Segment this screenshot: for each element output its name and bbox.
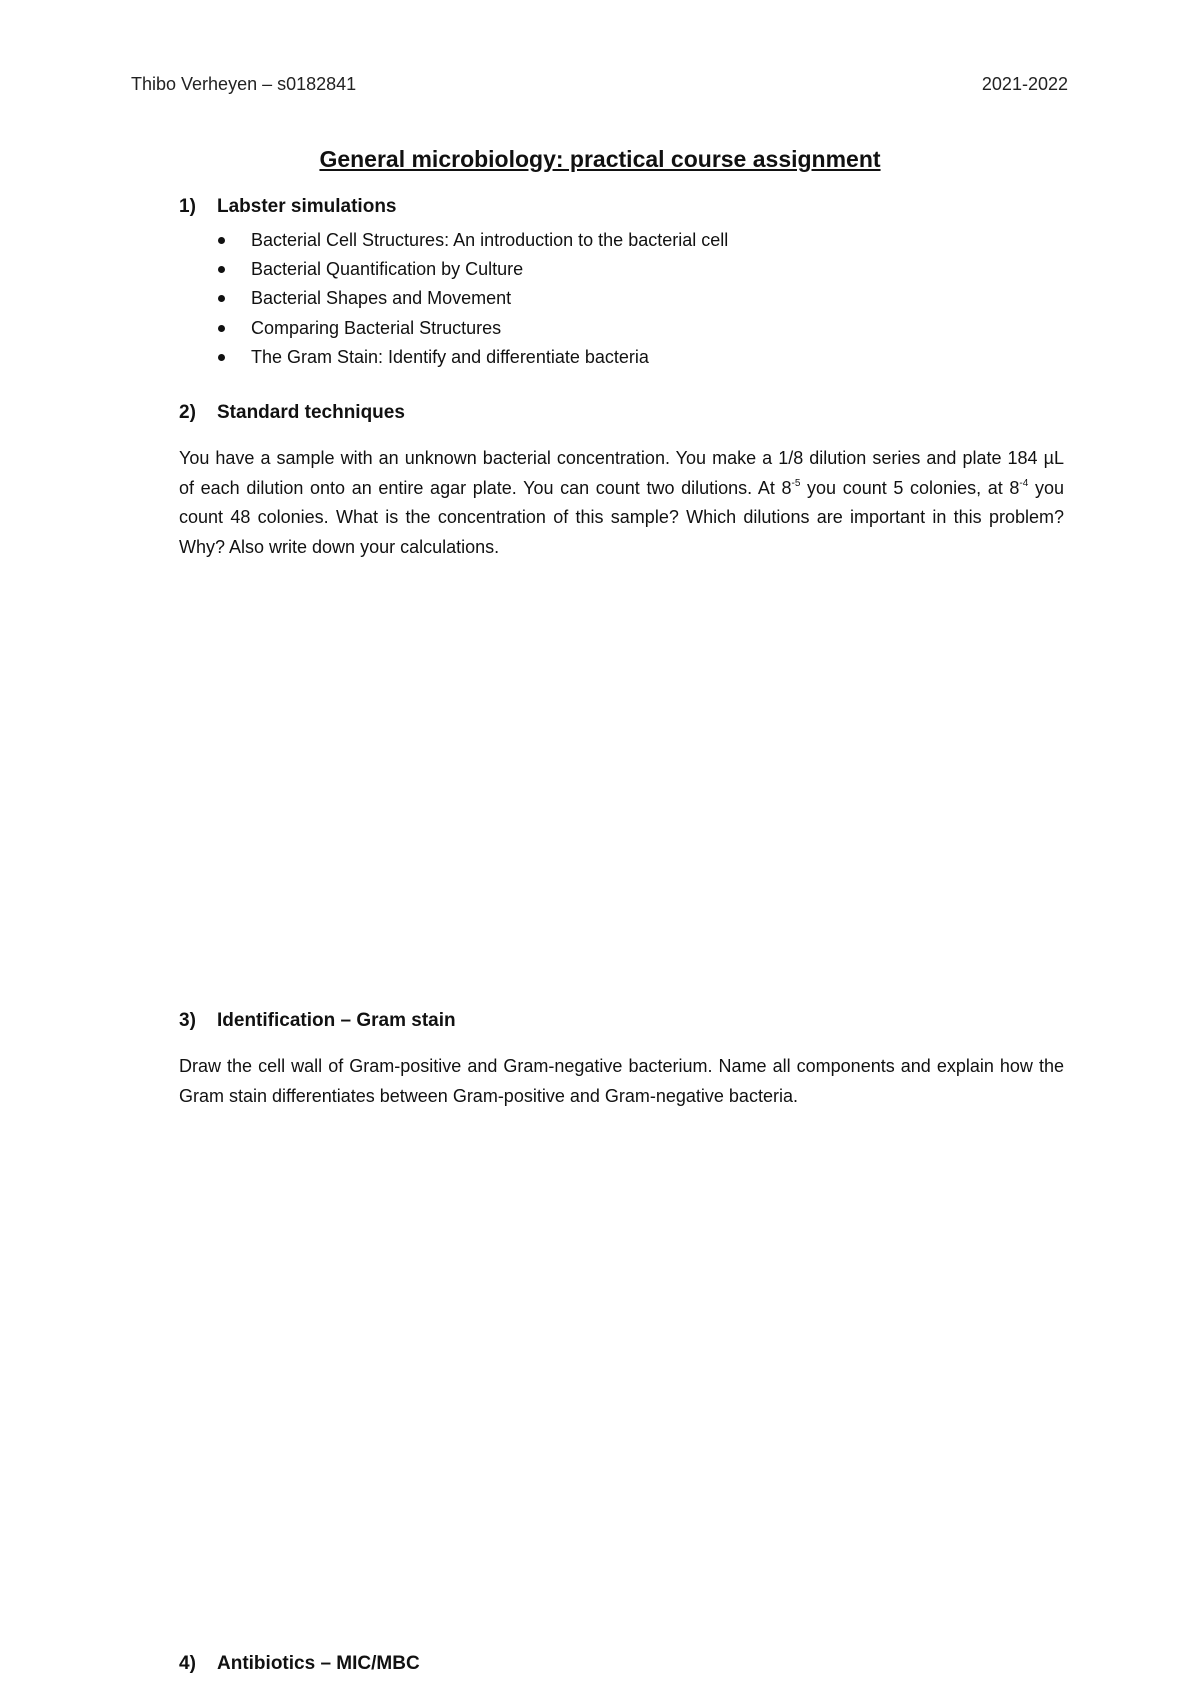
list-item [216, 255, 728, 284]
list-item-label: Bacterial Cell Structures: An introduction to the bacterial cell [251, 230, 729, 250]
section-3-heading [179, 1010, 456, 1032]
section-3-number: 3) [179, 1010, 196, 1031]
list-item-label: The Gram Stain: Identify and differentiate bacteria [251, 346, 649, 367]
section-2-number: 2) [179, 402, 196, 423]
list-item [216, 314, 728, 343]
section-2-question [179, 444, 1064, 562]
bullet-icon [218, 325, 225, 332]
header-author: Thibo Verheyen – s0182841 [131, 74, 357, 94]
section-3-question: Draw the cell wall of Gram-positive and Gram-negative bacterium. Name all components and explain how the Gram stain differentiates between Gram-positive and Gram-negative bacteria. [179, 1056, 1064, 1106]
list-item [216, 284, 728, 313]
question-text-part-3: you count 48 colonies. What is the concentration of this sample? Which dilutions are important in this problem? Why? Also write down your calculations. [179, 477, 1064, 557]
section-3-title: Identification – Gram stain [217, 1010, 456, 1031]
section-1-number: 1) [179, 196, 196, 217]
list-item-label: Bacterial Quantification by Culture [251, 259, 524, 280]
bullet-icon [218, 295, 225, 302]
exponent-1: -5 [791, 477, 801, 489]
document-title: General microbiology: practical course assignment [319, 146, 881, 172]
list-item-label: Comparing Bacterial Structures [251, 317, 502, 338]
list-item [216, 343, 728, 372]
bullet-icon [218, 354, 225, 361]
section-1-title: Labster simulations [217, 196, 397, 217]
list-item [216, 226, 728, 255]
question-text-part-1: You have a sample with an unknown bacterial concentration. You make a 1/8 dilution series and plate 184 µL of each dilution onto an entire agar plate. You can count two dilutions. At 8 [179, 448, 1064, 498]
bullet-icon [218, 266, 225, 273]
section-2-title: Standard techniques [217, 402, 405, 423]
list-item-label: Bacterial Shapes and Movement [251, 288, 512, 309]
question-text-part-2: you count 5 colonies, at 8 [800, 477, 1020, 498]
labster-simulation-list [216, 226, 728, 372]
bullet-icon [218, 237, 225, 244]
section-4-number: 4) [179, 1653, 196, 1674]
section-2-heading [179, 402, 405, 424]
section-4-heading [179, 1653, 420, 1675]
exponent-2: -4 [1019, 477, 1029, 489]
header-year: 2021-2022 [981, 74, 1068, 94]
section-1-heading [179, 196, 397, 218]
section-4-title: Antibiotics – MIC/MBC [217, 1653, 420, 1674]
